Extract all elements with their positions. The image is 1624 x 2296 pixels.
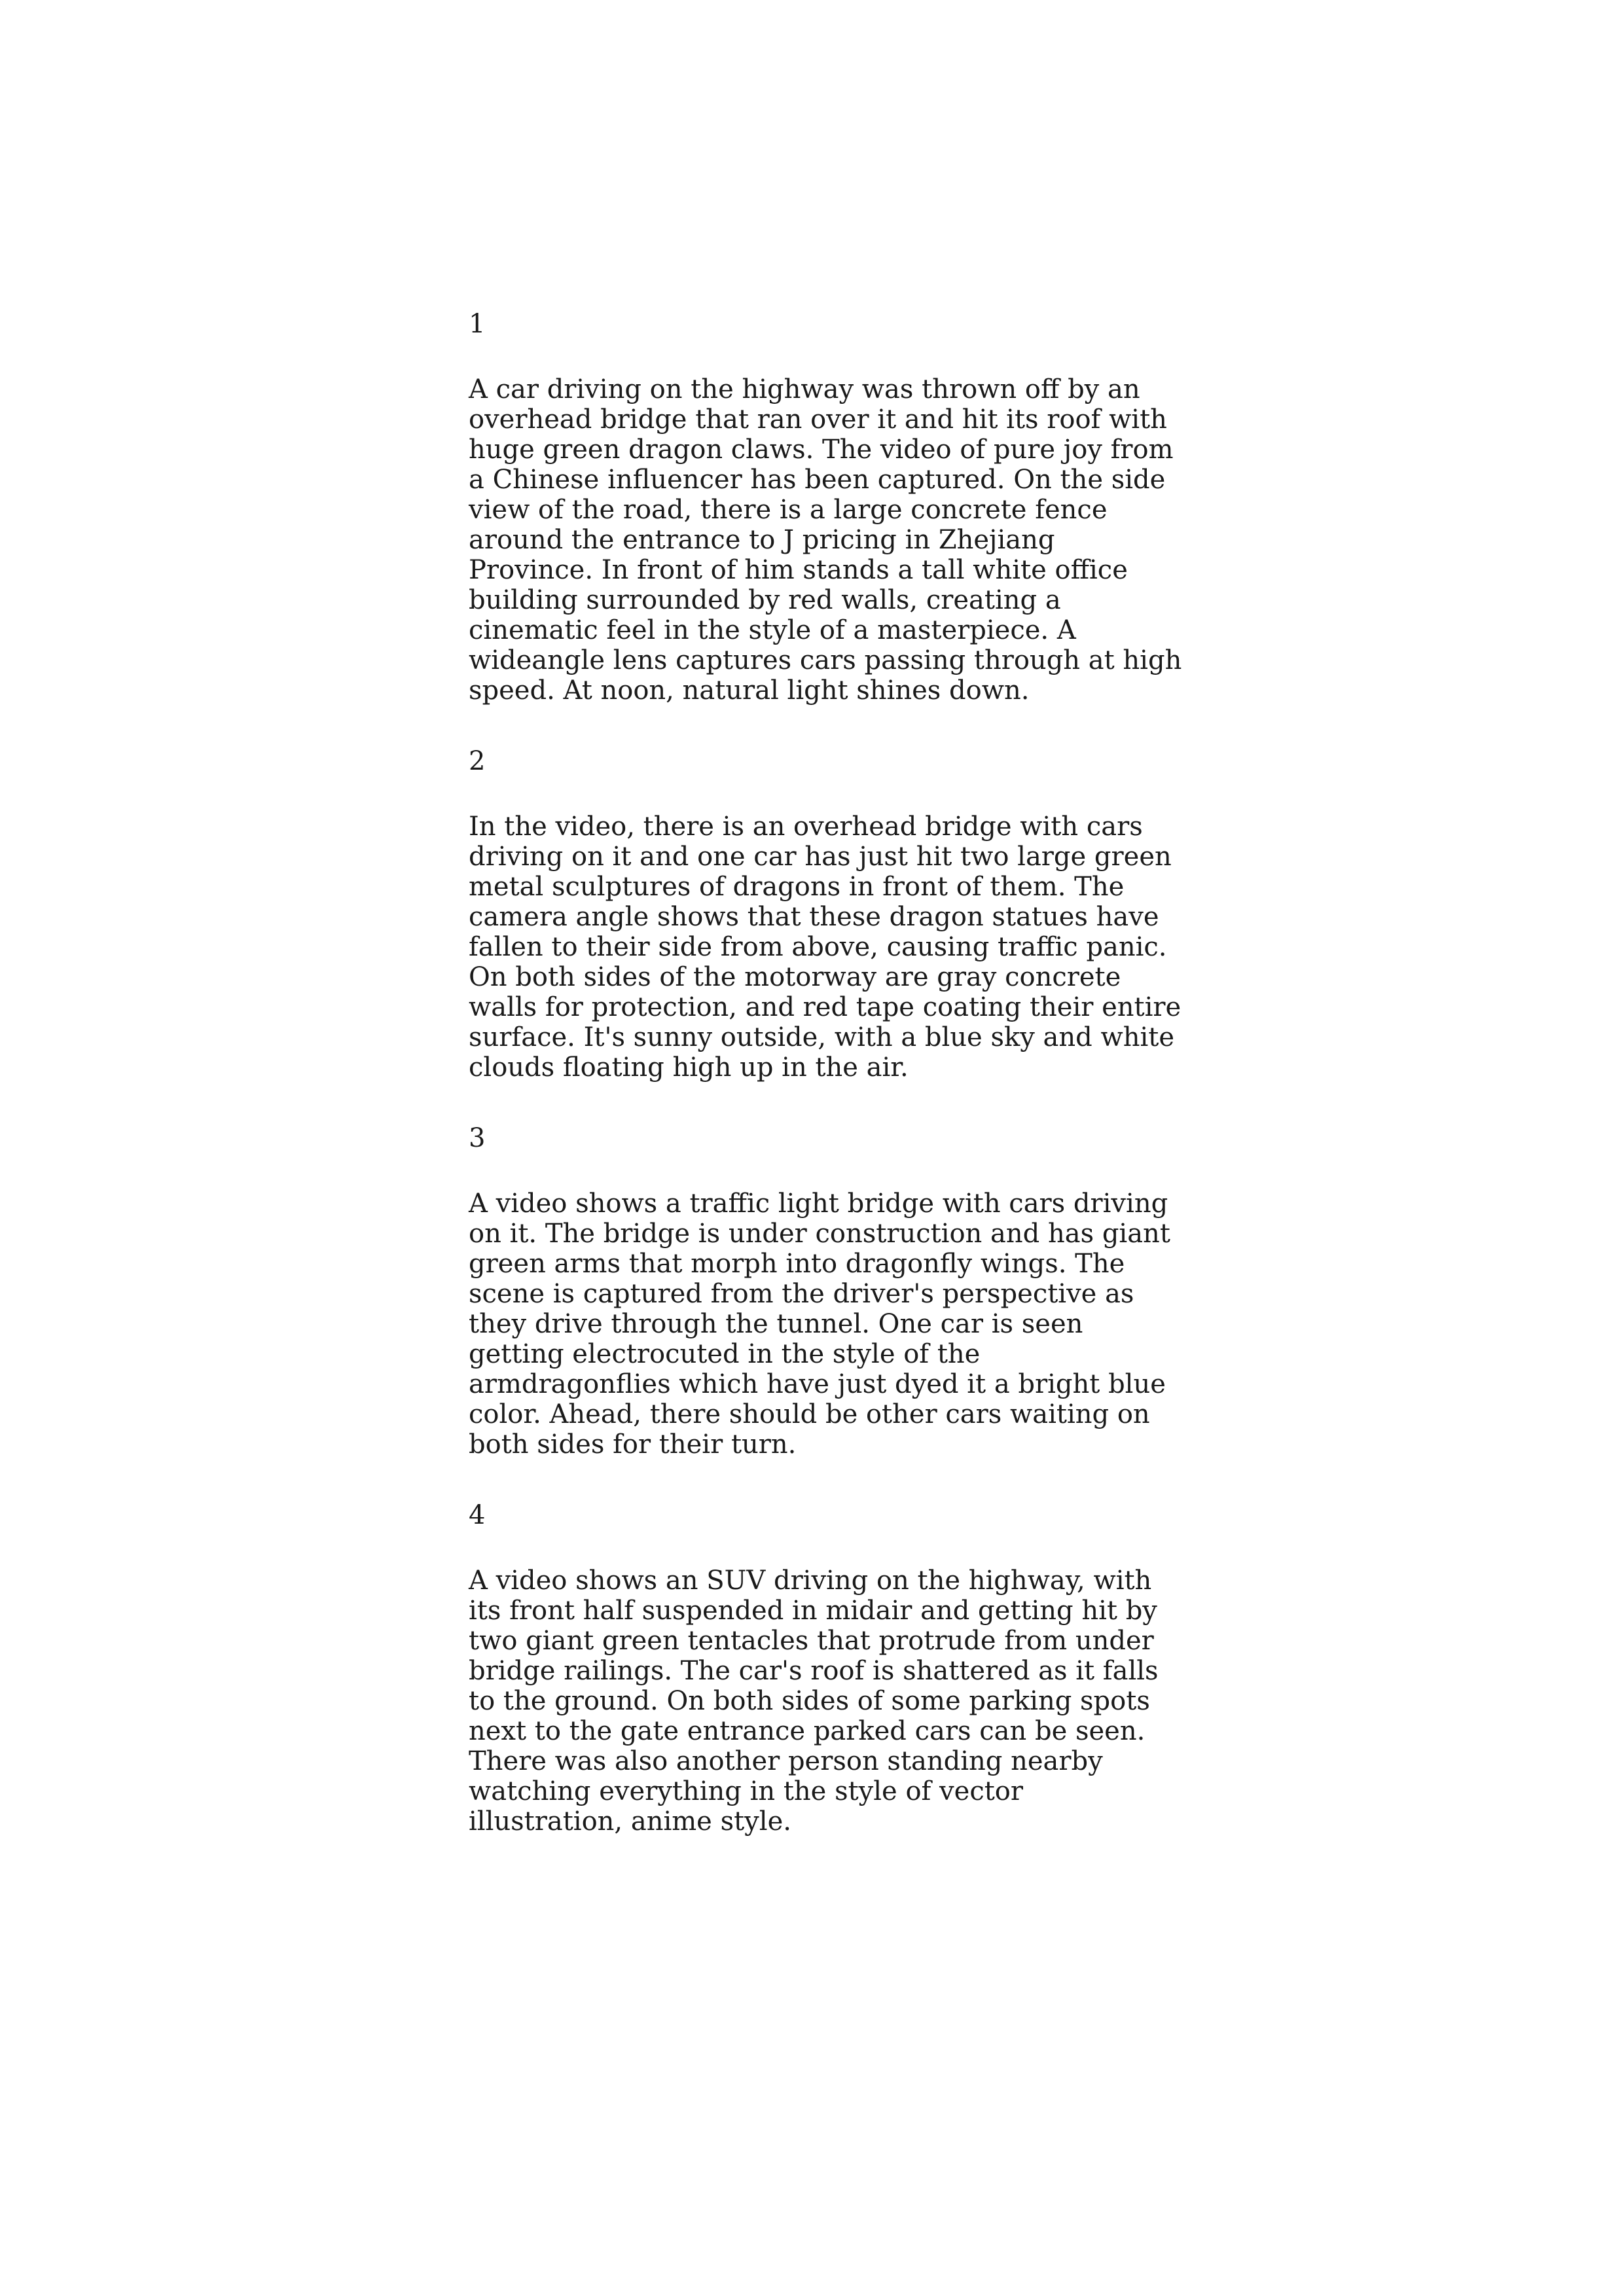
section-paragraph: A video shows an SUV driving on the highway, with its front half suspended in midair and getting hit by two giant green tentacles that protrude from under bridge railings. The car's roof is shattered as it falls to the ground. On both sides of some parking spots next to the gate entrance parked cars can be seen. There was also another person standing nearby watching everything in the style of vector illustration, anime style. — [469, 1566, 1159, 1837]
section-paragraph: A car driving on the highway was thrown off by an overhead bridge that ran over it and hit its roof with huge green dragon claws. The video of pure joy from a Chinese influencer has been captured. On the side view of the road, there is a large concrete fence around the entrance to J pricing in Zhejiang Province. In front of him stands a tall white office building surrounded by red walls, creating a cinematic feel in the style of a masterpiece. A wideangle lens captures cars passing through at high speed. At noon, natural light shines down. — [469, 374, 1182, 706]
section-1 — [469, 309, 1182, 706]
section-paragraph: In the video, there is an overhead bridge with cars driving on it and one car has just hit two large green metal sculptures of dragons in front of them. The camera angle shows that these dragon statues have fallen to their side from above, causing traffic panic. On both sides of the motorway are gray concrete walls for protection, and red tape coating their entire surface. It's sunny outside, with a blue sky and white clouds floating high up in the air. — [469, 812, 1182, 1083]
section-number: 1 — [469, 309, 486, 339]
section-2 — [469, 746, 1182, 1083]
section-number: 2 — [469, 746, 486, 776]
section-4 — [469, 1500, 1182, 1837]
section-number: 4 — [469, 1500, 486, 1530]
section-paragraph: A video shows a traffic light bridge with cars driving on it. The bridge is under construction and has giant green arms that morph into dragonfly wings. The scene is captured from the driver's perspective as they drive through the tunnel. One car is seen getting electrocuted in the style of the armdragonflies which have just dyed it a bright blue color. Ahead, there should be other cars waiting on both sides for their turn. — [469, 1189, 1170, 1460]
section-3 — [469, 1123, 1182, 1460]
text-column — [469, 309, 1182, 1837]
section-number: 3 — [469, 1123, 486, 1153]
